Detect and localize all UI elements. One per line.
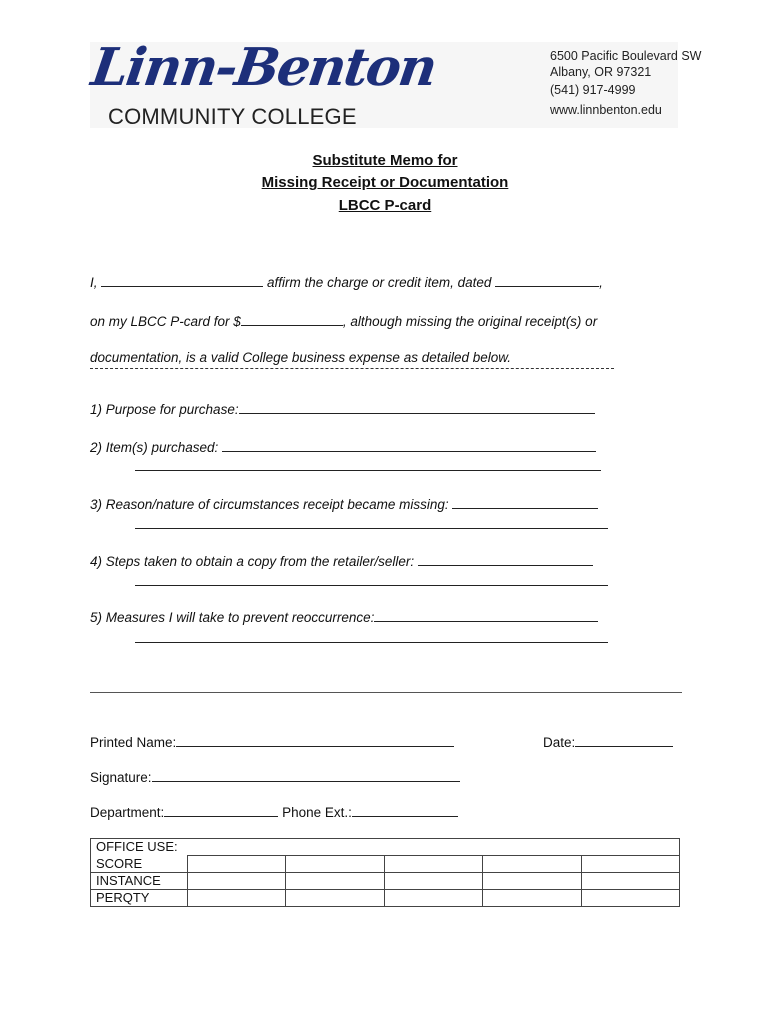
section-divider — [90, 692, 682, 693]
question-4 — [90, 552, 593, 571]
affirm-line-3: documentation, is a valid College business expense as detailed below. — [90, 350, 512, 365]
question-3 — [90, 495, 598, 514]
printed-name-row — [90, 733, 454, 752]
score-cell[interactable] — [483, 856, 581, 873]
phone-ext-blank[interactable] — [352, 803, 458, 817]
score-cell[interactable] — [188, 856, 286, 873]
office-use-header-row — [91, 839, 680, 856]
phone-number: (541) 917-4999 — [550, 83, 636, 97]
title-line-1: Substitute Memo for — [312, 152, 458, 169]
question-1 — [90, 400, 595, 419]
score-cell[interactable] — [581, 856, 679, 873]
question-2 — [90, 438, 596, 457]
pcard-suffix: , although missing the original receipt(s) or — [342, 314, 598, 329]
question-2-label: 2) Item(s) purchased: — [90, 440, 219, 455]
affirm-text: affirm the charge or credit item, dated — [267, 275, 492, 290]
question-2-blank-line-2[interactable] — [135, 458, 601, 471]
sign-date-blank[interactable] — [575, 733, 673, 747]
office-use-table — [90, 838, 680, 907]
affirm-line-1 — [90, 273, 603, 292]
table-row — [91, 890, 680, 907]
address-line-2: Albany, OR 97321 — [550, 65, 652, 79]
pcard-prefix: on my LBCC P-card for $ — [90, 314, 241, 329]
perqty-cell[interactable] — [286, 890, 384, 907]
printed-name-blank[interactable] — [176, 733, 454, 747]
phone-ext-label: Phone Ext.: — [282, 805, 352, 820]
date-label: Date: — [543, 735, 576, 750]
affirm-comma: , — [599, 275, 603, 290]
instance-cell[interactable] — [483, 873, 581, 890]
affirm-line-2 — [90, 312, 597, 331]
address-line-1: 6500 Pacific Boulevard SW — [550, 49, 702, 63]
amount-blank[interactable] — [241, 312, 343, 326]
question-4-label: 4) Steps taken to obtain a copy from the retailer/seller: — [90, 554, 415, 569]
score-label: SCORE — [91, 856, 188, 873]
signature-row — [90, 768, 460, 787]
table-row — [91, 873, 680, 890]
question-5-blank-line-2[interactable] — [135, 630, 608, 643]
instance-label: INSTANCE — [91, 873, 188, 890]
table-row — [91, 856, 680, 873]
department-blank[interactable] — [164, 803, 278, 817]
question-5 — [90, 608, 598, 627]
score-cell[interactable] — [286, 856, 384, 873]
instance-cell[interactable] — [384, 873, 482, 890]
question-1-label: 1) Purpose for purchase: — [90, 402, 239, 417]
instance-cell[interactable] — [286, 873, 384, 890]
instance-cell[interactable] — [581, 873, 679, 890]
score-cell[interactable] — [384, 856, 482, 873]
perqty-label: PERQTY — [91, 890, 188, 907]
question-2-blank[interactable] — [222, 438, 596, 452]
instance-cell[interactable] — [188, 873, 286, 890]
college-logo-subtitle: COMMUNITY COLLEGE — [108, 104, 357, 129]
title-line-2: Missing Receipt or Documentation — [261, 174, 509, 191]
perqty-cell[interactable] — [581, 890, 679, 907]
perqty-cell[interactable] — [483, 890, 581, 907]
signature-blank[interactable] — [152, 768, 460, 782]
date-blank[interactable] — [495, 273, 599, 287]
question-4-blank-line-2[interactable] — [135, 573, 608, 586]
question-3-blank[interactable] — [452, 495, 598, 509]
printed-name-label: Printed Name: — [90, 735, 177, 750]
question-5-blank[interactable] — [374, 608, 598, 622]
question-5-label: 5) Measures I will take to prevent reoccurrence: — [90, 610, 375, 625]
dashed-divider — [90, 368, 614, 369]
question-1-blank[interactable] — [239, 400, 595, 414]
perqty-cell[interactable] — [188, 890, 286, 907]
affirm-i-label: I, — [90, 275, 98, 290]
signature-label: Signature: — [90, 770, 152, 785]
name-blank[interactable] — [101, 273, 263, 287]
department-row — [90, 803, 458, 822]
college-logo-script: Linn-Benton — [87, 37, 440, 98]
office-use-label: OFFICE USE: — [91, 839, 680, 856]
perqty-cell[interactable] — [384, 890, 482, 907]
department-label: Department: — [90, 805, 165, 820]
question-3-blank-line-2[interactable] — [135, 516, 608, 529]
question-3-label: 3) Reason/nature of circumstances receipt became missing: — [90, 497, 449, 512]
title-line-3: LBCC P-card — [338, 197, 432, 214]
website: www.linnbenton.edu — [550, 103, 662, 117]
date-row — [543, 733, 673, 752]
question-4-blank[interactable] — [418, 552, 593, 566]
